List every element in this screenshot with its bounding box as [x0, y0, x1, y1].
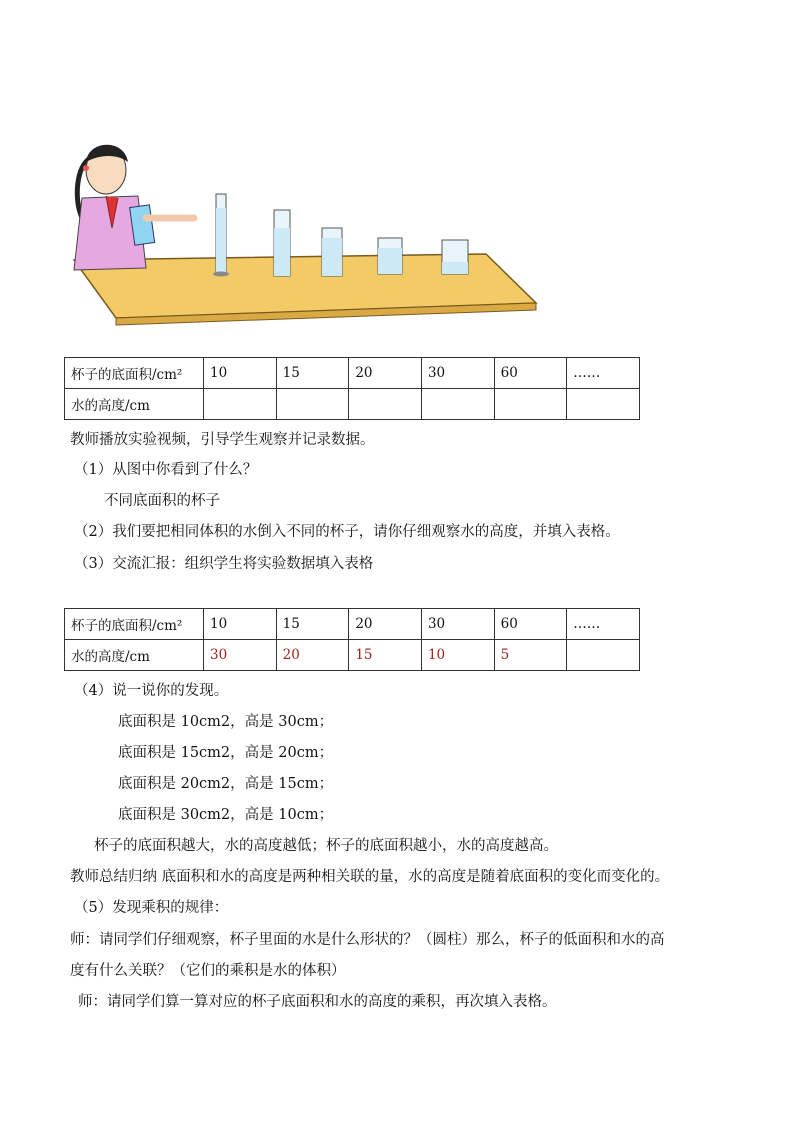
- table-cell: 10: [421, 640, 494, 671]
- conclusion-text: 杯子的底面积越大，水的高度越低；杯子的底面积越小，水的高度越高。: [94, 838, 558, 854]
- teacher-prompt-1a: 师：请同学们仔细观察，杯子里面的水是什么形状的？（圆柱）那么，杯子的低面积和水的高: [70, 932, 665, 948]
- table-cell: 15: [276, 358, 349, 389]
- table-cell: [204, 389, 277, 420]
- table-header-cell: 水的高度/cm: [65, 640, 204, 671]
- question-2: （2）我们要把相同体积的水倒入不同的杯子，请你仔细观察水的高度，并填入表格。: [74, 524, 620, 540]
- cylinder-3: [322, 228, 342, 276]
- finding-line: 底面积是 30cm2，高是 10cm；: [118, 807, 334, 823]
- data-table-filled: [64, 608, 640, 671]
- table-cell: 10: [204, 358, 277, 389]
- table-cell: [276, 389, 349, 420]
- table-cell: 15: [276, 609, 349, 640]
- table-header-cell: 水的高度/cm: [65, 389, 204, 420]
- table-cell: 60: [494, 358, 567, 389]
- finding-line: 底面积是 15cm2，高是 20cm；: [118, 745, 334, 761]
- table-cell: 20: [349, 609, 422, 640]
- table-cell: [494, 389, 567, 420]
- cylinder-2: [274, 210, 290, 276]
- cylinder-4: [378, 238, 402, 274]
- answer-1: 不同底面积的杯子: [104, 493, 220, 509]
- table-cell: 20: [276, 640, 349, 671]
- table-cell: 60: [494, 609, 567, 640]
- teacher-prompt-2: 师：请同学们算一算对应的杯子底面积和水的高度的乘积，再次填入表格。: [78, 994, 557, 1010]
- table-row: [65, 640, 640, 671]
- question-3: （3）交流汇报：组织学生将实验数据填入表格: [74, 556, 374, 572]
- teacher-summary: 教师总结归纳 底面积和水的高度是两种相关联的量，水的高度是随着底面积的变化而变化的。: [70, 869, 670, 885]
- table-cell: 5: [494, 640, 567, 671]
- table-row: [65, 389, 640, 420]
- question-4: （4）说一说你的发现。: [74, 683, 229, 699]
- question-1: （1）从图中你看到了什么？: [74, 462, 258, 478]
- table-cell: 20: [349, 358, 422, 389]
- table-cell: 10: [204, 609, 277, 640]
- table-cell: ……: [567, 609, 640, 640]
- table-cell: 15: [349, 640, 422, 671]
- table-row: [65, 358, 640, 389]
- cylinder-5: [442, 240, 468, 274]
- table-header-cell: 杯子的底面积/cm²: [65, 358, 204, 389]
- table-cell: [567, 640, 640, 671]
- experiment-illustration: [66, 98, 544, 326]
- teacher-prompt-1b: 度有什么关联？（它们的乘积是水的体积）: [70, 963, 346, 979]
- table-header-cell: 杯子的底面积/cm²: [65, 609, 204, 640]
- table-cell: 30: [204, 640, 277, 671]
- finding-line: 底面积是 10cm2，高是 30cm；: [118, 714, 334, 730]
- girl-figure: [74, 145, 194, 270]
- intro-text: 教师播放实验视频，引导学生观察并记录数据。: [70, 432, 375, 448]
- data-table-empty: [64, 357, 640, 420]
- table-cell: 30: [421, 609, 494, 640]
- table-row: [65, 609, 640, 640]
- table-cell: 30: [421, 358, 494, 389]
- finding-line: 底面积是 20cm2，高是 15cm；: [118, 776, 334, 792]
- table-cell: [349, 389, 422, 420]
- question-5: （5）发现乘积的规律：: [74, 900, 229, 916]
- table-cell: ……: [567, 358, 640, 389]
- table-cell: [567, 389, 640, 420]
- table-cell: [421, 389, 494, 420]
